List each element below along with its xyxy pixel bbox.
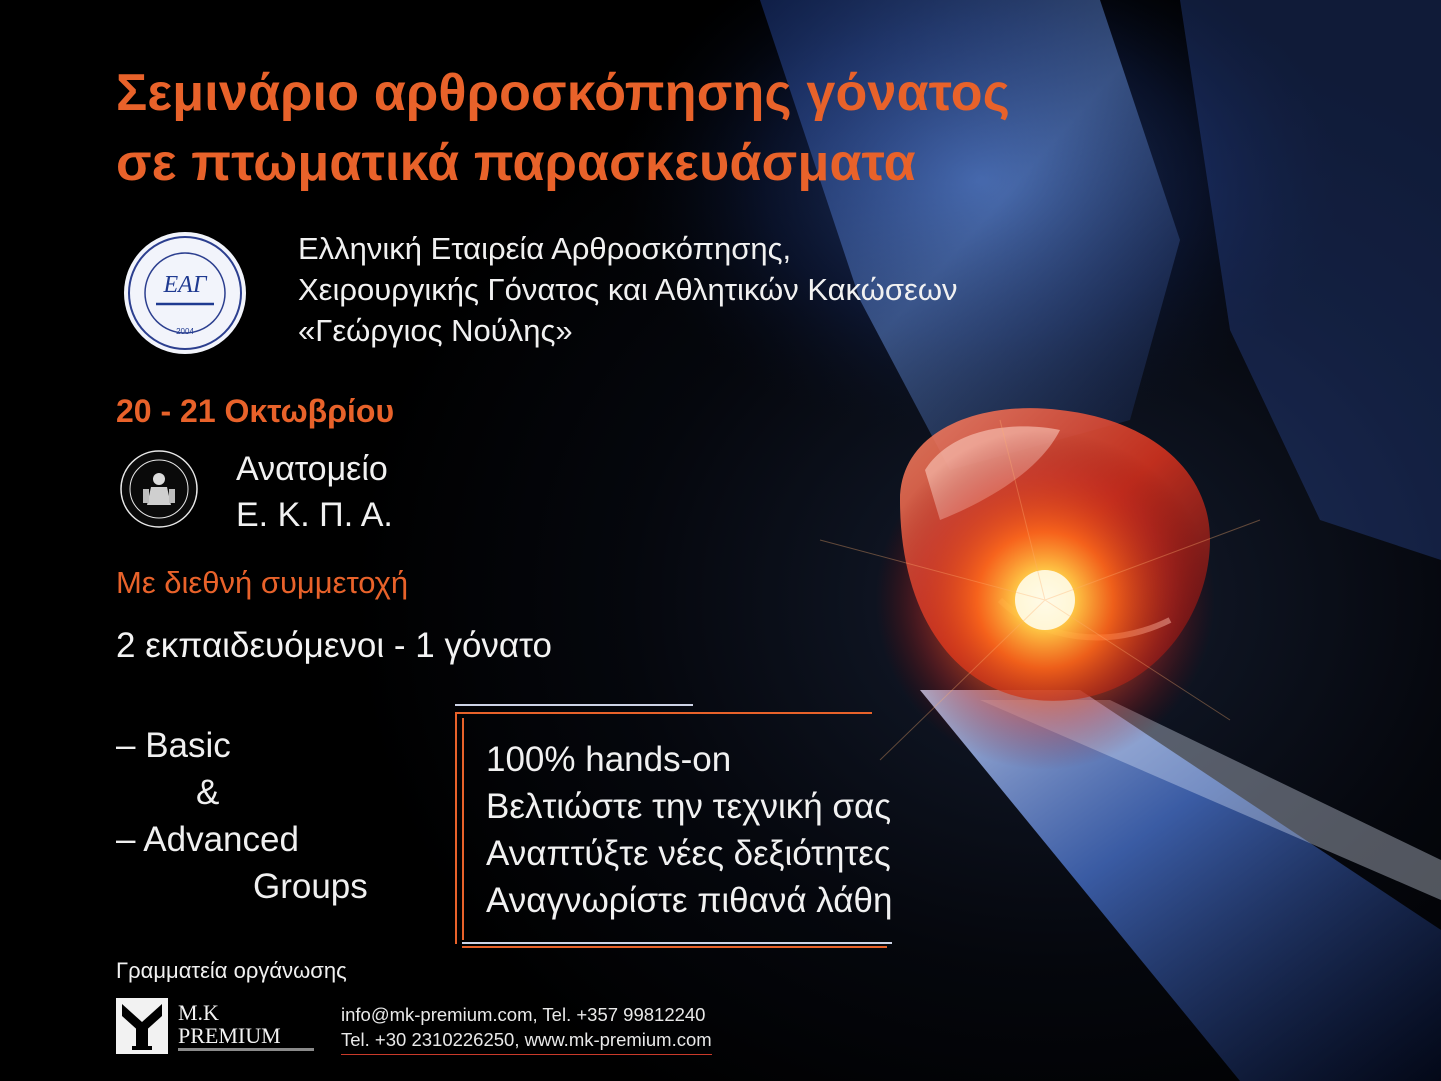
title-line-1: Σεμινάριο αρθροσκόπησης γόνατος xyxy=(116,64,1010,122)
society-logo-year: 2004 xyxy=(176,327,194,336)
mk-logo-line-2: PREMIUM xyxy=(178,1023,281,1048)
venue-line-1: Ανατομείο xyxy=(236,450,388,488)
mk-premium-logo xyxy=(116,996,322,1056)
contact-line-1[interactable]: info@mk-premium.com, Tel. +357 99812240 xyxy=(341,1004,706,1025)
benefit-item: Αναπτύξτε νέες δεξιότητες xyxy=(486,834,891,873)
venue xyxy=(236,446,393,538)
society-logo-letters: ΕΑΓ xyxy=(163,272,207,298)
society-logo xyxy=(122,230,248,356)
venue-line-2: Ε. Κ. Π. Α. xyxy=(236,496,393,534)
society-line-1: Ελληνική Εταιρεία Αρθροσκόπησης, xyxy=(298,231,792,266)
benefit-item: Αναγνωρίστε πιθανά λάθη xyxy=(486,881,893,920)
mk-logo-line-1: M.K xyxy=(178,1000,219,1025)
benefit-item: 100% hands-on xyxy=(486,740,732,779)
title-line-2: σε πτωματικά παρασκευάσματα xyxy=(116,134,916,192)
contact-line-2[interactable]: Tel. +30 2310226250, www.mk-premium.com xyxy=(341,1027,712,1055)
international-participation: Με διεθνή συμμετοχή xyxy=(116,565,409,600)
organizer-contact xyxy=(341,1002,712,1055)
society-line-3: «Γεώργιος Νούλης» xyxy=(298,313,573,348)
group-basic: – Basic xyxy=(116,726,231,765)
benefits-list xyxy=(486,736,892,924)
organizer-label: Γραμματεία οργάνωσης xyxy=(116,958,347,983)
group-advanced: – Advanced xyxy=(116,820,299,859)
group-ampersand: & xyxy=(196,773,220,812)
frame-line-bottom-light xyxy=(462,942,892,944)
anatomy-lab-logo xyxy=(119,449,199,529)
trainees-per-knee: 2 εκπαιδευόμενοι - 1 γόνατο xyxy=(116,626,552,665)
frame-line-top-light xyxy=(455,704,693,706)
group-suffix: Groups xyxy=(253,867,368,906)
groups-list xyxy=(116,722,368,910)
benefit-item: Βελτιώστε την τεχνική σας xyxy=(486,787,892,826)
event-dates: 20 - 21 Οκτωβρίου xyxy=(116,393,395,429)
society-line-2: Χειρουργικής Γόνατος και Αθλητικών Κακώσεων xyxy=(298,272,958,307)
seminar-title xyxy=(116,58,1010,198)
society-name xyxy=(298,228,958,351)
